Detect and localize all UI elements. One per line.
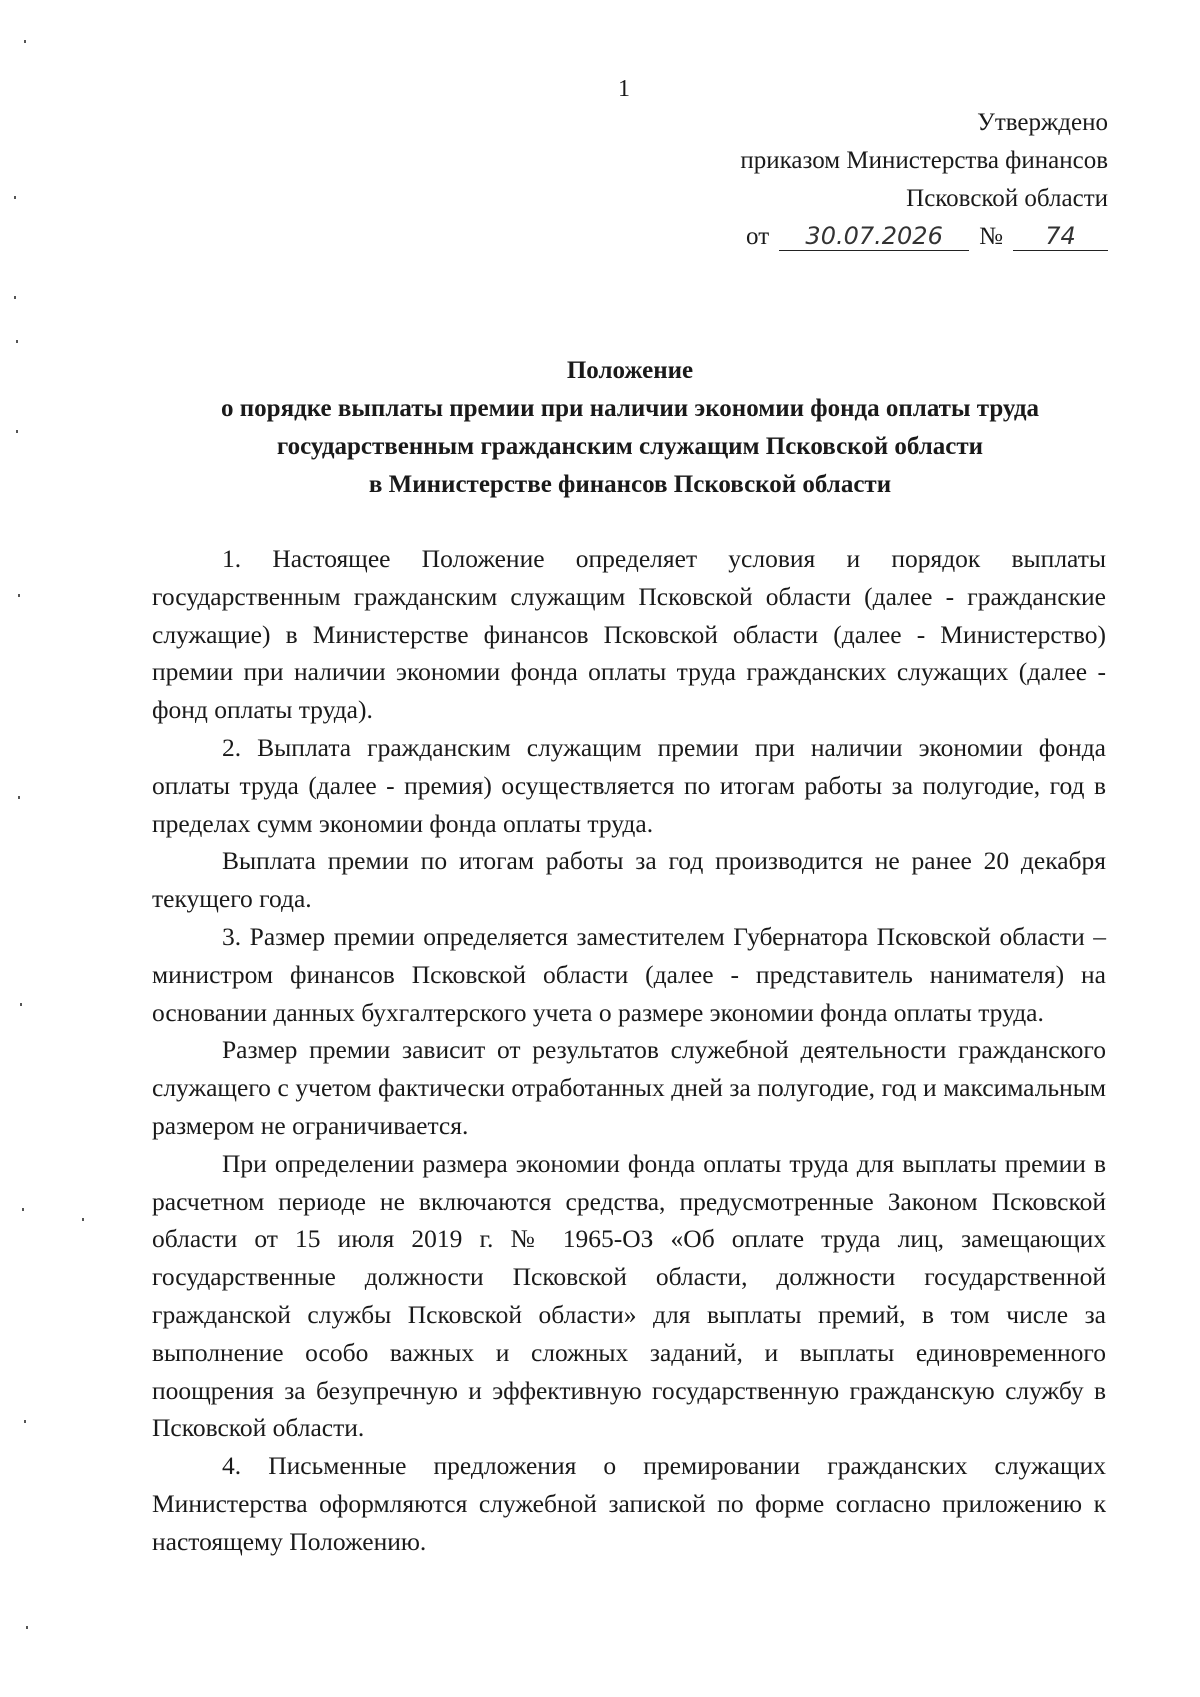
scan-dot [20, 1003, 22, 1006]
scan-dot [26, 1626, 28, 1629]
handwritten-order-number: 74 [1013, 222, 1108, 251]
approval-line-3: Псковской области [906, 185, 1108, 212]
paragraph-4: 3. Размер премии определяется заместителем Губернатора Псковской области – министром финансов Псковской области (далее - представитель нанимателя) на основании данных бухгалтерского учета о размере экономии фонда оплаты труда. [152, 921, 1106, 1027]
paragraph-3: Выплата премии по итогам работы за год производится не ранее 20 декабря текущего года. [152, 846, 1106, 914]
paragraph-7: 4. Письменные предложения о премировании гражданских служащих Министерства оформляются служебной запиской по форме согласно приложению к настоящему Положению. [152, 1451, 1106, 1556]
number-sign: № [979, 223, 1003, 250]
date-prefix: от [746, 223, 770, 250]
scan-dot [24, 40, 26, 43]
approval-date-row [740, 218, 1108, 256]
scan-dot [16, 340, 18, 343]
document-body [152, 540, 1106, 1561]
scan-dot [18, 594, 20, 597]
scan-dot [24, 1420, 26, 1423]
approval-stamp [740, 104, 1108, 256]
title-line-1: Положение [566, 357, 694, 384]
scan-dot [16, 430, 18, 433]
scan-dot [18, 796, 20, 799]
document-title [150, 352, 1110, 504]
paragraph-5: Размер премии зависит от результатов служебной деятельности гражданского служащего с учетом фактически отработанных дней за полугодие, год и максимальным размером не ограничивается. [152, 1035, 1106, 1140]
scan-dot [14, 196, 16, 199]
scan-dot [82, 1218, 84, 1221]
approval-line-2: приказом Министерства финансов [740, 147, 1108, 174]
scan-dot [14, 296, 16, 299]
page-number: 1 [618, 76, 630, 102]
title-line-3: государственным гражданским служащим Псковской области [276, 433, 984, 460]
paragraph-1: 1. Настоящее Положение определяет условия и порядок выплаты государственным гражданским служащим Псковской области (далее - гражданские служащие) в Министерстве финансов Псковской области (далее - Министерство) премии при наличии экономии фонда оплаты труда гражданских служащих (далее - фонд оплаты труда). [152, 544, 1106, 725]
approval-line-1: Утверждено [977, 109, 1108, 136]
handwritten-date: 30.07.2026 [779, 222, 969, 251]
title-line-2: о порядке выплаты премии при наличии экономии фонда оплаты труда [221, 395, 1039, 422]
scan-dot [22, 1208, 24, 1211]
title-line-4: в Министерстве финансов Псковской области [368, 471, 892, 498]
paragraph-2: 2. Выплата гражданским служащим премии при наличии экономии фонда оплаты труда (далее - премия) осуществляется по итогам работы за полугодие, год в пределах сумм экономии фонда оплаты труда. [152, 732, 1106, 838]
paragraph-6: При определении размера экономии фонда оплаты труда для выплаты премии в расчетном периоде не включаются средства, предусмотренные Законом Псковской области от 15 июля 2019 г. № 1965-ОЗ «Об оплате труда лиц, замещающих государственные должности Псковской области, должности государственной гражданской службы Псковской области» для выплаты премий, в том числе за выполнение особо важных и сложных заданий, и выплаты единовременного поощрения за безупречную и эффективную государственную гражданскую службу в Псковской области. [152, 1148, 1106, 1443]
